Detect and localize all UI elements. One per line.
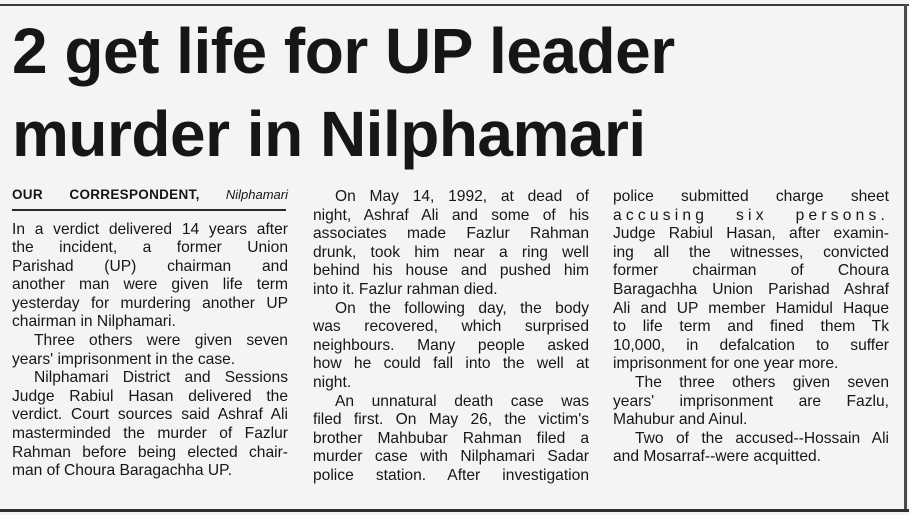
byline bbox=[12, 186, 288, 204]
article-line: accusing six persons. bbox=[613, 206, 889, 224]
article-column-3 bbox=[613, 188, 889, 467]
right-border-rule bbox=[904, 4, 907, 509]
article-line: to life term and fined them Tk bbox=[613, 318, 889, 336]
article-line: police station. After investigation bbox=[313, 466, 589, 484]
article-line: brother Mahbubar Rahman filed a bbox=[313, 429, 589, 447]
article-line: Rahman before being elected chair- bbox=[12, 443, 288, 461]
article-line: neighbours. Many people asked bbox=[313, 336, 589, 354]
article-line: masterminded the murder of Fazlur bbox=[12, 425, 288, 443]
article-line: and Mosarraf--were acquitted. bbox=[613, 448, 822, 466]
article-line: imprisonment for one year more. bbox=[613, 355, 839, 373]
article-line: Ali and UP member Hamidul Haque bbox=[613, 299, 889, 317]
article-line: night. bbox=[313, 373, 352, 391]
article-line: filed first. On May 26, the victim's bbox=[313, 411, 589, 429]
article-line: was recovered, which surprised bbox=[313, 318, 589, 336]
headline bbox=[12, 10, 892, 176]
article-line: On May 14, 1992, at dead of bbox=[335, 188, 589, 205]
article-line: On the following day, the body bbox=[335, 299, 589, 317]
article-line: how he could fall into the well at bbox=[313, 355, 589, 373]
article-column-1 bbox=[12, 186, 288, 481]
top-border-rule bbox=[0, 4, 909, 6]
article-line: Parishad (UP) chairman and bbox=[12, 257, 288, 275]
article-line: behind his house and pushed him bbox=[313, 262, 589, 280]
article-column-2 bbox=[313, 188, 589, 486]
article-line: night, Ashraf Ali and some of his bbox=[313, 206, 589, 224]
article-line: yesterday for murdering another UP bbox=[12, 294, 288, 312]
article-line: drunk, took him near a ring well bbox=[313, 243, 589, 261]
article-line: murder case with Nilphamari Sadar bbox=[313, 448, 589, 466]
headline-line-1: 2 get life for UP leader bbox=[12, 15, 675, 87]
article-line: 10,000, in defalcation to suffer bbox=[613, 336, 889, 354]
article-line: into it. Fazlur rahman died. bbox=[313, 280, 498, 298]
article-line: Baragachha Union Parishad Ashraf bbox=[613, 280, 889, 298]
article-line: the incident, a former Union bbox=[12, 239, 288, 257]
column-1-text bbox=[12, 221, 288, 481]
article-line: verdict. Court sources said Ashraf Ali bbox=[12, 406, 288, 424]
article-line: years' imprisonment in the case. bbox=[12, 350, 236, 368]
article-line: Mahubur and Ainul. bbox=[613, 411, 748, 429]
byline-divider bbox=[12, 209, 286, 211]
article-line: another man were given life term bbox=[12, 276, 288, 294]
byline-correspondent: OUR CORRESPONDENT, bbox=[12, 187, 200, 202]
article-line: years' imprisonment are Fazlu, bbox=[613, 392, 889, 410]
article-line: chairman in Nilphamari. bbox=[12, 313, 176, 331]
headline-line-2: murder in Nilphamari bbox=[12, 98, 646, 170]
article-line: man of Choura Baragachha UP. bbox=[12, 462, 232, 480]
article-line: An unnatural death case was bbox=[335, 392, 589, 410]
byline-place: Nilphamari bbox=[225, 187, 288, 202]
article-line: police submitted charge sheet bbox=[613, 188, 889, 205]
article-line: In a verdict delivered 14 years after bbox=[12, 220, 288, 238]
column-3-text bbox=[613, 188, 889, 467]
article-line: Three others were given seven bbox=[34, 332, 288, 350]
article-line: Judge Rabiul Hasan, after examin- bbox=[613, 225, 889, 243]
article-line: Two of the accused--Hossain Ali bbox=[635, 429, 889, 447]
article-line: former chairman of Choura bbox=[613, 262, 889, 280]
article-line: associates made Fazlur Rahman bbox=[313, 225, 589, 243]
article-line: The three others given seven bbox=[635, 373, 889, 391]
article-line: ing all the witnesses, convicted bbox=[613, 243, 889, 261]
column-2-text bbox=[313, 188, 589, 486]
bottom-border-rule bbox=[0, 509, 909, 512]
article-line: Nilphamari District and Sessions bbox=[34, 369, 288, 387]
article-line: Judge Rabiul Hasan delivered the bbox=[12, 387, 288, 405]
